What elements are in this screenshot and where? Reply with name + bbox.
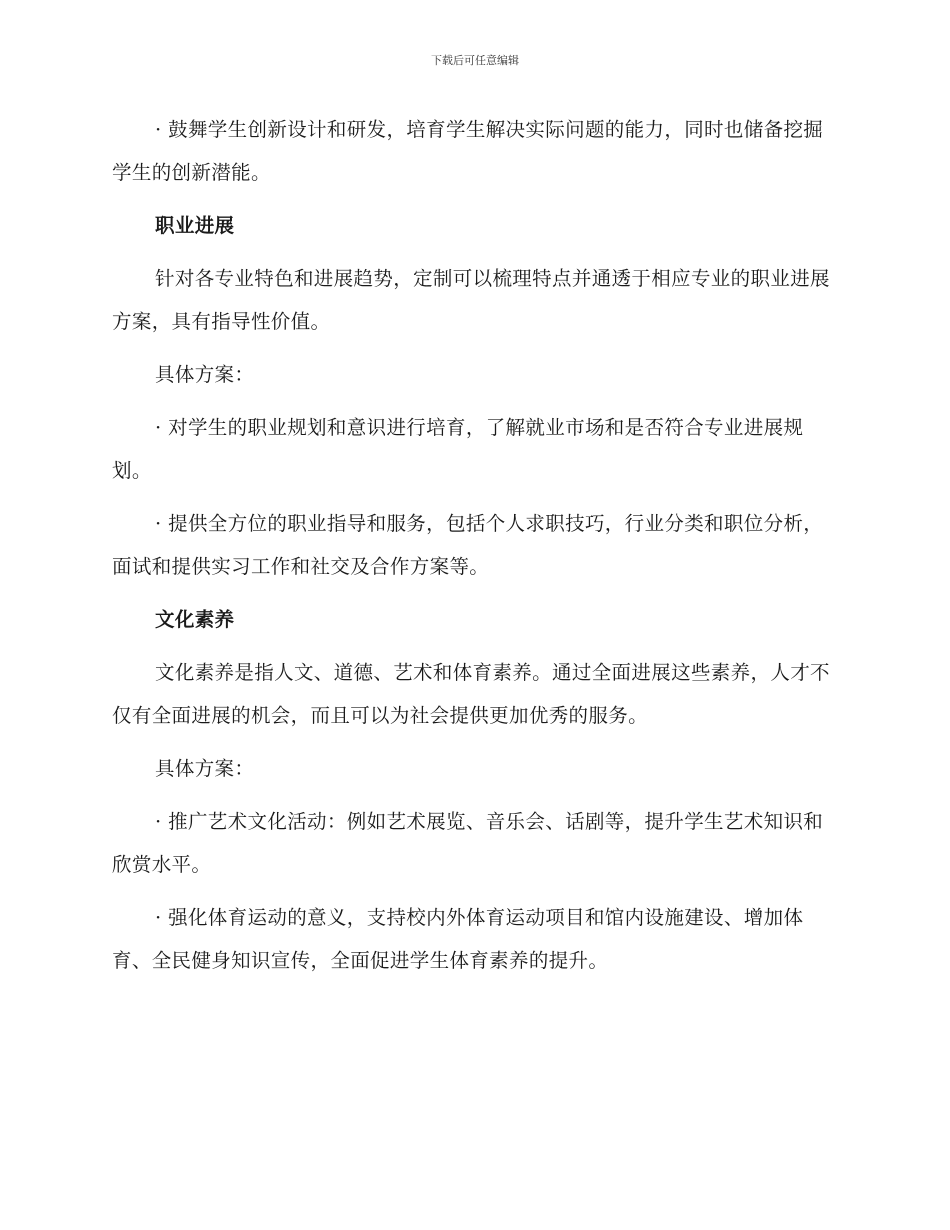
page-header: 下载后可任意编辑 <box>431 54 519 67</box>
body-paragraph: 文化素养是指人文、道德、艺术和体育素养。通过全面进展这些素养，人才不仅有全面进展的机会，而且可以为社会提供更加优秀的服务。 <box>112 661 830 727</box>
bullet-paragraph: · 对学生的职业规划和意识进行培育，了解就业市场和是否符合专业进展规划。 <box>112 416 804 482</box>
body-paragraph: 针对各专业特色和进展趋势，定制可以梳理特点并通透于相应专业的职业进展方案，具有指导性价值。 <box>112 267 830 333</box>
section-heading: 职业进展 <box>155 214 235 237</box>
body-paragraph: 具体方案： <box>155 363 255 386</box>
body-paragraph: 具体方案： <box>155 757 255 780</box>
bullet-paragraph: · 推广艺术文化活动：例如艺术展览、音乐会、话剧等，提升学生艺术知识和欣赏水平。 <box>112 810 824 876</box>
section-heading: 文化素养 <box>155 608 235 631</box>
bullet-paragraph: · 强化体育运动的意义，支持校内外体育运动项目和馆内设施建设、增加体育、全民健身知识宣传，全面促进学生体育素养的提升。 <box>112 906 804 972</box>
bullet-paragraph: · 鼓舞学生创新设计和研发，培育学生解决实际问题的能力，同时也储备挖掘学生的创新潜能。 <box>112 118 824 184</box>
bullet-paragraph: · 提供全方位的职业指导和服务，包括个人求职技巧，行业分类和职位分析，面试和提供实习工作和社交及合作方案等。 <box>112 512 824 578</box>
document-body <box>112 108 834 992</box>
